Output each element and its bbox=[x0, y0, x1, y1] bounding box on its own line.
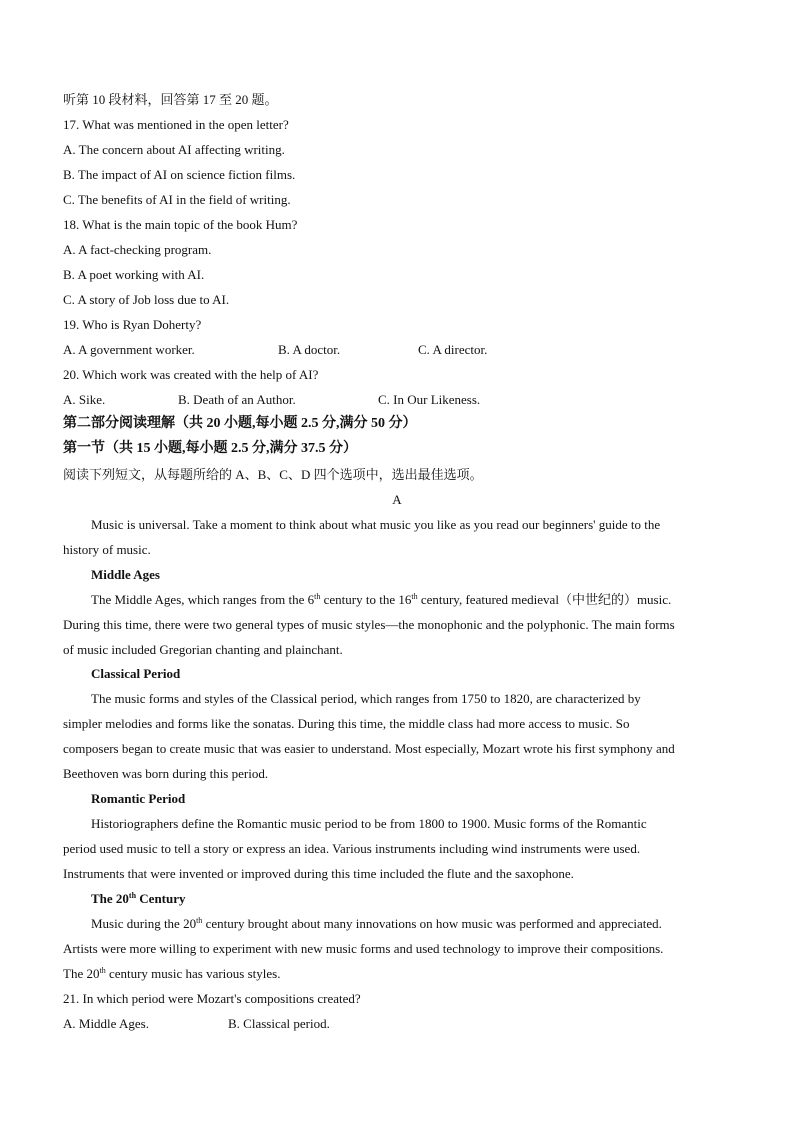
listening-intro: 听第 10 段材料，回答第 17 至 20 题。 bbox=[63, 92, 278, 107]
heading-romantic-period: Romantic Period bbox=[91, 791, 186, 806]
question-17-stem: 17. What was mentioned in the open letter? bbox=[63, 117, 289, 132]
c20-text-a: Music during the 20 bbox=[91, 916, 197, 931]
reading-part-title: 第二部分阅读理解（共 20 小题,每小题 2.5 分,满分 50 分） bbox=[63, 416, 417, 431]
question-20-option-a: A. Sike. bbox=[63, 392, 106, 407]
question-18-option-a: A. A fact-checking program. bbox=[63, 242, 212, 257]
c20-text-b: century brought about many innovations on how music was performed and appreciated. bbox=[202, 916, 662, 931]
classical-line-3: composers began to create music that was easier to understand. Most especially, Mozart wrote his first symphony and bbox=[63, 741, 675, 756]
question-20-option-b: B. Death of an Author. bbox=[178, 392, 296, 407]
question-19-option-c: C. A director. bbox=[418, 342, 488, 357]
reading-section-title: 第一节（共 15 小题,每小题 2.5 分,满分 37.5 分） bbox=[63, 441, 357, 456]
heading-20th-text-b: Century bbox=[136, 891, 186, 906]
question-21-option-b: B. Classical period. bbox=[228, 1016, 330, 1031]
question-17-option-a: A. The concern about AI affecting writing. bbox=[63, 142, 285, 157]
classical-line-4: Beethoven was born during this period. bbox=[63, 766, 269, 781]
romantic-line-3: Instruments that were invented or improved during this time included the flute and the saxophone. bbox=[63, 866, 574, 881]
c20-line-1 bbox=[91, 916, 662, 932]
question-18-option-b: B. A poet working with AI. bbox=[63, 267, 205, 282]
passage-intro-line-2: history of music. bbox=[63, 542, 151, 557]
middle-ages-text-b: century to the 16 bbox=[320, 592, 412, 607]
question-21-stem: 21. In which period were Mozart's compositions created? bbox=[63, 991, 361, 1006]
ordinal-suffix: th bbox=[411, 592, 418, 601]
c20-line-2: Artists were more willing to experiment with new music forms and used technology to improve their compositions. bbox=[63, 941, 664, 956]
ordinal-suffix: th bbox=[99, 966, 106, 975]
romantic-line-1: Historiographers define the Romantic music period to be from 1800 to 1900. Music forms of the Romantic bbox=[91, 816, 647, 831]
passage-intro-line-1: Music is universal. Take a moment to think about what music you like as you read our beginners' guide to the bbox=[91, 517, 661, 532]
question-18-option-c: C. A story of Job loss due to AI. bbox=[63, 292, 230, 307]
romantic-line-2: period used music to tell a story or express an idea. Various instruments including wind instruments were used. bbox=[63, 841, 641, 856]
question-19-option-b: B. A doctor. bbox=[278, 342, 341, 357]
c20-line-3 bbox=[63, 966, 280, 982]
classical-line-1: The music forms and styles of the Classical period, which ranges from 1750 to 1820, are characterized by bbox=[91, 691, 641, 706]
question-18-stem: 18. What is the main topic of the book Hum? bbox=[63, 217, 298, 232]
ordinal-suffix: th bbox=[128, 891, 137, 900]
middle-ages-text-a: The Middle Ages, which ranges from the 6 bbox=[91, 592, 315, 607]
passage-letter: A bbox=[392, 492, 402, 507]
question-17-option-b: B. The impact of AI on science fiction films. bbox=[63, 167, 296, 182]
question-20-stem: 20. Which work was created with the help of AI? bbox=[63, 367, 319, 382]
ordinal-suffix: th bbox=[314, 592, 321, 601]
heading-classical-period: Classical Period bbox=[91, 666, 181, 681]
ordinal-suffix: th bbox=[196, 916, 203, 925]
question-20-option-c: C. In Our Likeness. bbox=[378, 392, 481, 407]
classical-line-2: simpler melodies and forms like the sonatas. During this time, the middle class had more access to music. So bbox=[63, 716, 630, 731]
heading-20th-text-a: The 20 bbox=[91, 891, 129, 906]
reading-instruction: 阅读下列短文，从每题所给的 A、B、C、D 四个选项中，选出最佳选项。 bbox=[63, 467, 483, 482]
question-17-option-c: C. The benefits of AI in the field of writing. bbox=[63, 192, 291, 207]
middle-ages-line-2: During this time, there were two general types of music styles—the monophonic and the polyphonic. The main forms bbox=[63, 617, 675, 632]
middle-ages-line-1 bbox=[91, 592, 671, 608]
c20-line-3-text-a: The 20 bbox=[63, 966, 100, 981]
c20-line-3-text-b: century music has various styles. bbox=[105, 966, 281, 981]
middle-ages-line-3: of music included Gregorian chanting and plainchant. bbox=[63, 642, 343, 657]
question-19-stem: 19. Who is Ryan Doherty? bbox=[63, 317, 202, 332]
heading-middle-ages: Middle Ages bbox=[91, 567, 160, 582]
question-21-option-a: A. Middle Ages. bbox=[63, 1016, 149, 1031]
middle-ages-text-c: century, featured medieval（中世纪的）music. bbox=[417, 592, 672, 607]
heading-20th-century bbox=[91, 891, 186, 907]
question-19-option-a: A. A government worker. bbox=[63, 342, 195, 357]
